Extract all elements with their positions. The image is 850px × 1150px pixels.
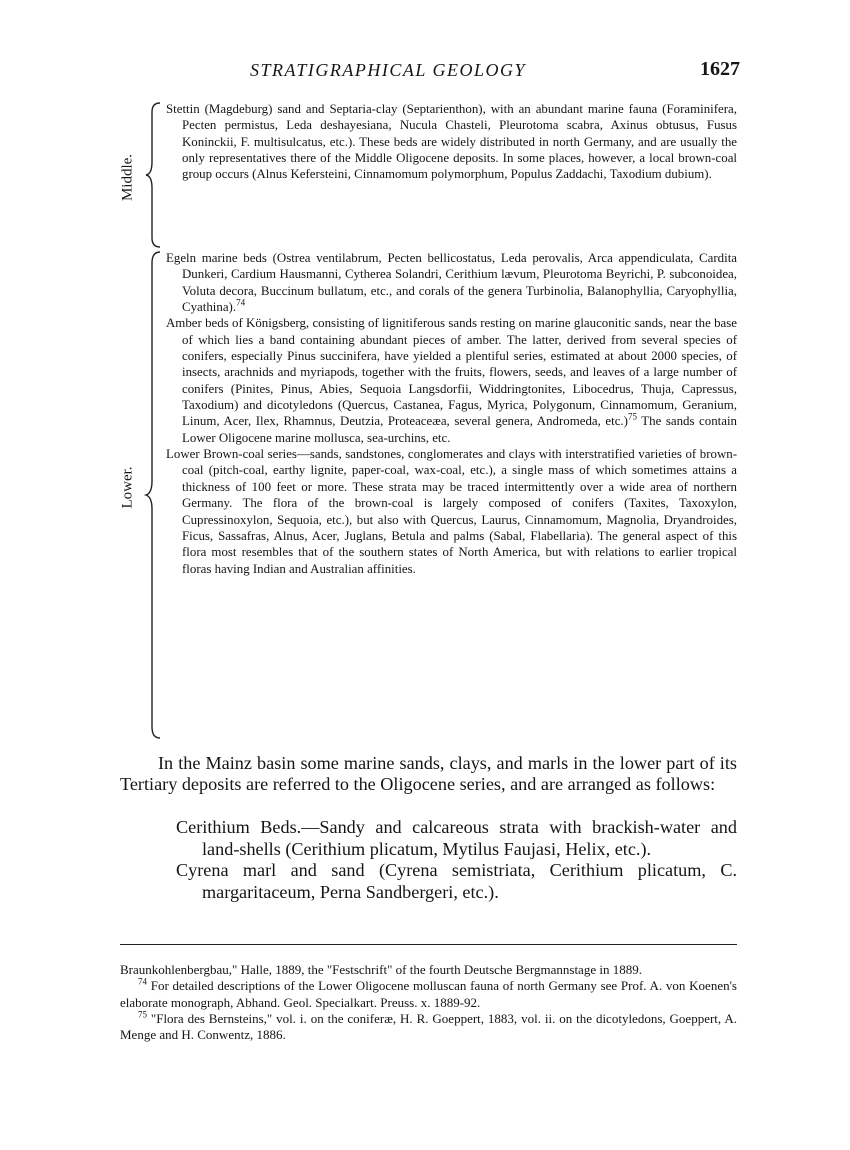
middle-oligocene-text <box>166 101 737 183</box>
footnote-74 <box>120 978 737 1011</box>
footnote-continuation: Braunkohlenbergbau," Halle, 1889, the "Festschrift" of the fourth Deutsche Bergmannstage in 1889. <box>120 962 642 977</box>
footnote-rule <box>120 944 737 945</box>
footnotes <box>120 962 737 1043</box>
page-number: 1627 <box>700 58 740 80</box>
amber-text: Amber beds of Königsberg, consisting of lignitiferous sands resting on marine glauconitic sands, near the base of which lies a band containing abundant pieces of amber. The latter, derived from several species of conifers, especially Pinus succinifera, have yielded a plentiful series, estimated at about 2000 species, of insects, arachnids and myriapods, together with the fruits, flowers, seeds, and leaves of a large number of conifers (Pinites, Pinus, Abies, Sequoia Langsdorfii, Widdringtonites, Libocedrus, Thuja, Capressus, Taxodium) and dicotyledons (Quercus, Castanea, Fagus, Myrica, Polygonum, Cinnamomum, Geranium, Linum, Acer, Ilex, Rhamnus, Deutzia, Proteaceæa, several genera, Andromeda, etc.) <box>166 316 737 429</box>
stettin-paragraph: Stettin (Magdeburg) sand and Septaria-clay (Septarienthon), with an abundant marine fauna (Foraminifera, Pecten permistus, Leda deshayesiana, Nucula Chasteli, Pleurotoma scabra, Axinus obtusus, Fusus Koninckii, F. multisulcatus, etc.). These beds are widely distributed in north Germany, and are usually the only representatives there of the Middle Oligocene deposits. In some places, however, a local brown-coal group occurs (Alnus Kefersteini, Cinnamomum polymorphum, Populus Zaddachi, Taxodium dubium). <box>166 102 737 182</box>
running-head: STRATIGRAPHICAL GEOLOGY <box>250 60 527 80</box>
footnote-75-text: "Flora des Bernsteins," vol. i. on the coniferæ, H. R. Goeppert, 1883, vol. ii. on the dicotyledons, Goeppert, A. Menge and H. Conwentz, 1886. <box>120 1010 737 1043</box>
mainz-bed-list <box>176 817 737 903</box>
footnote-74-mark: 74 <box>138 976 147 987</box>
footnote-ref-74: 74 <box>236 297 246 308</box>
middle-brace <box>144 100 166 250</box>
cyrena-marl-item: Cyrena marl and sand (Cyrena semistriata, Cerithium plicatum, C. margaritaceum, Perna Sandbergeri, etc.). <box>176 860 737 902</box>
footnote-75 <box>120 1011 737 1044</box>
cerithium-beds-item: Cerithium Beds.—Sandy and calcareous strata with brackish-water and land-shells (Cerithium plicatum, Mytilus Faujasi, Helix, etc.). <box>176 817 737 859</box>
middle-label: Middle. <box>119 153 136 202</box>
egeln-paragraph <box>166 250 737 315</box>
footnote-74-text: For detailed descriptions of the Lower Oligocene molluscan fauna of north Germany see Prof. A. von Koenen's elaborate monograph, Abhand. Geol. Specialkart. Preuss. x. 1889-92. <box>120 978 737 1010</box>
lower-oligocene-text <box>166 250 737 577</box>
amber-paragraph <box>166 315 737 446</box>
lower-label: Lower. <box>119 466 136 509</box>
lower-brace <box>144 249 166 741</box>
footnote-ref-75: 75 <box>627 412 637 423</box>
footnote-75-mark: 75 <box>138 1009 147 1020</box>
amber-tail-text: The sands contain Lower Oligocene marine mollusca, sea-urchins, etc. <box>182 414 737 445</box>
mainz-paragraph: In the Mainz basin some marine sands, clays, and marls in the lower part of its Tertiary deposits are referred to the Oligocene series, and are arranged as follows: <box>120 753 737 794</box>
page-header <box>250 60 740 86</box>
egeln-text: Egeln marine beds (Ostrea ventilabrum, Pecten bellicostatus, Leda perovalis, Arca appendiculata, Cardita Dunkeri, Cardium Hausmanni, Cytherea Solandri, Cerithium lævum, Pleurotoma Beyrichi, P. subconoidea, Voluta decora, Buccinum bullatum, etc., and corals of the genera Turbinolia, Balanophyllia, Caryophyllia, Cyathina). <box>166 251 737 315</box>
browncoal-paragraph: Lower Brown-coal series—sands, sandstones, conglomerates and clays with interstratified varieties of brown-coal (pitch-coal, earthy lignite, paper-coal, wax-coal, etc.), a single mass of which sometimes attains a thickness of 100 feet or more. These strata may be traced intermittently over a wide area of northern Germany. The flora of the brown-coal is largely composed of conifers (Taxites, Taxoxylon, Cupressinoxylon, Sequoia, etc.), but also with Quercus, Laurus, Cinnamomum, Magnolia, Dryandroides, Ficus, Sassafras, Alnus, Acer, Juglans, Betula and palms (Sabal, Flabellaria). The general aspect of this flora most resembles that of the southern states of North America, but with relations to earlier tropical floras having Indian and Australian affinities. <box>166 447 737 576</box>
